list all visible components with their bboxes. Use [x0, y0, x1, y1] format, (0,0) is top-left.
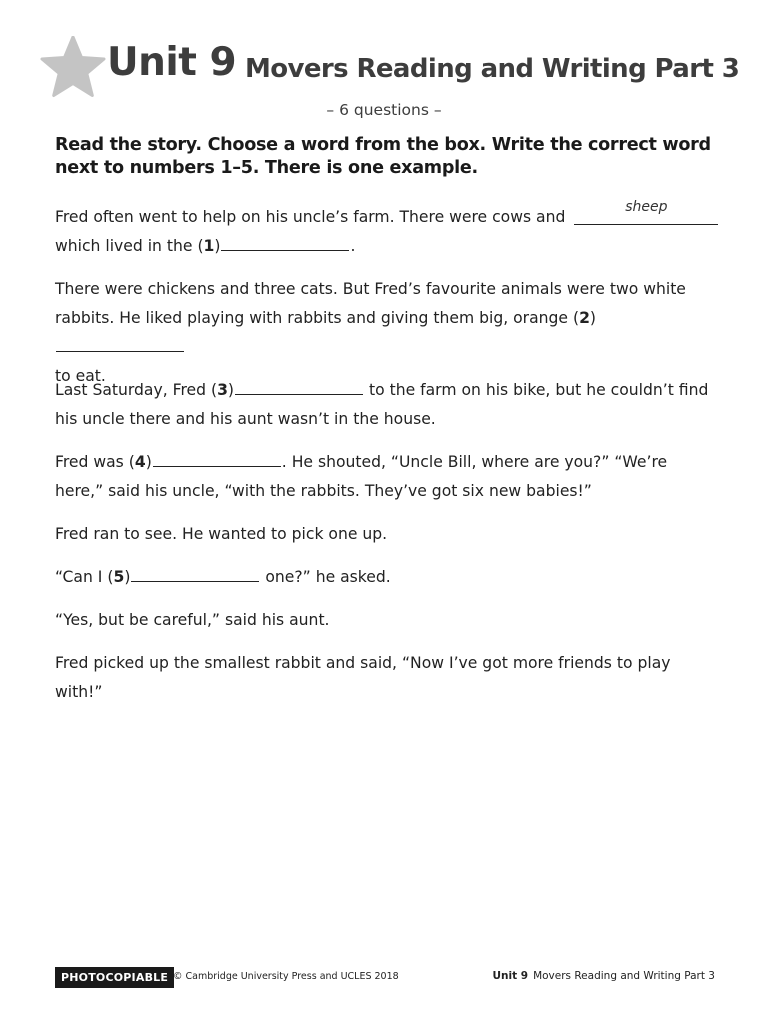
- story-text: to the farm on his bike, but he couldn’t find his uncle there and his aunt wasn’t in the house.: [55, 381, 709, 428]
- header: [40, 34, 740, 98]
- story-paragraph-5: [55, 520, 720, 549]
- answer-blank-4[interactable]: [153, 451, 281, 467]
- answer-blank-1[interactable]: [221, 235, 349, 251]
- story-text: “Yes, but be careful,” said his aunt.: [55, 611, 330, 629]
- story-paragraph-8: [55, 649, 720, 707]
- story-text: to eat.: [55, 367, 106, 385]
- story-text: one?” he asked.: [260, 568, 391, 586]
- photocopiable-badge: PHOTOCOPIABLE: [55, 967, 174, 988]
- story-paragraph-4: [55, 448, 720, 506]
- story-text: . He shouted, “Uncle Bill, where are you?” “We’re here,” said his uncle, “with the rabbits. They’ve got six new babies!”: [55, 453, 668, 500]
- story-text: ): [589, 309, 597, 327]
- question-number-1: 1: [203, 237, 215, 255]
- story-text: Fred ran to see. He wanted to pick one up.: [55, 525, 388, 543]
- story-text: which lived in the (: [55, 237, 204, 255]
- story-text: Last Saturday, Fred (: [55, 381, 218, 399]
- example-answer: sheep: [625, 199, 668, 215]
- footer-unit: Unit 9: [492, 970, 529, 982]
- story-text: Fred often went to help on his uncle’s farm. There were cows and: [55, 208, 566, 226]
- question-number-5: 5: [113, 568, 125, 586]
- question-number-2: 2: [579, 309, 590, 327]
- question-count: – 6 questions –: [326, 101, 442, 119]
- copyright-text: © Cambridge University Press and UCLES 2018: [173, 971, 399, 982]
- story-paragraph-2: [55, 275, 720, 391]
- footer-unit-title: [492, 970, 715, 982]
- story-text: ): [214, 237, 221, 255]
- story-text: “Can I (: [55, 568, 114, 586]
- story-text: .: [350, 237, 356, 255]
- question-number-3: 3: [217, 381, 228, 399]
- story-text: ): [124, 568, 131, 586]
- footer-title: Movers Reading and Writing Part 3: [533, 970, 715, 982]
- story-text: Fred was (: [55, 453, 135, 471]
- example-answer-blank: [574, 199, 718, 225]
- story-text: There were chickens and three cats. But Fred’s favourite animals were two white rabbits. He liked playing with rabbits and giving them big, orange (: [55, 280, 686, 327]
- instructions: Read the story. Choose a word from the box. Write the correct word next to numbers 1–5. There is one example.: [55, 135, 711, 178]
- star-icon: [40, 36, 106, 98]
- story-text: ): [145, 453, 152, 471]
- part-title: Movers Reading and Writing Part 3: [245, 54, 740, 84]
- story-paragraph-1: [55, 199, 720, 261]
- footer: [55, 967, 715, 989]
- story-paragraph-3: [55, 376, 720, 434]
- story-paragraph-6: [55, 563, 720, 592]
- answer-blank-2[interactable]: [56, 336, 184, 352]
- story-text: Fred picked up the smallest rabbit and said, “Now I’ve got more friends to play with!”: [55, 654, 671, 701]
- answer-blank-3[interactable]: [235, 379, 363, 395]
- question-number-4: 4: [134, 453, 146, 471]
- story-text: ): [227, 381, 235, 399]
- unit-title: Unit 9: [107, 40, 237, 85]
- answer-blank-5[interactable]: [131, 566, 259, 582]
- story-paragraph-7: [55, 606, 720, 635]
